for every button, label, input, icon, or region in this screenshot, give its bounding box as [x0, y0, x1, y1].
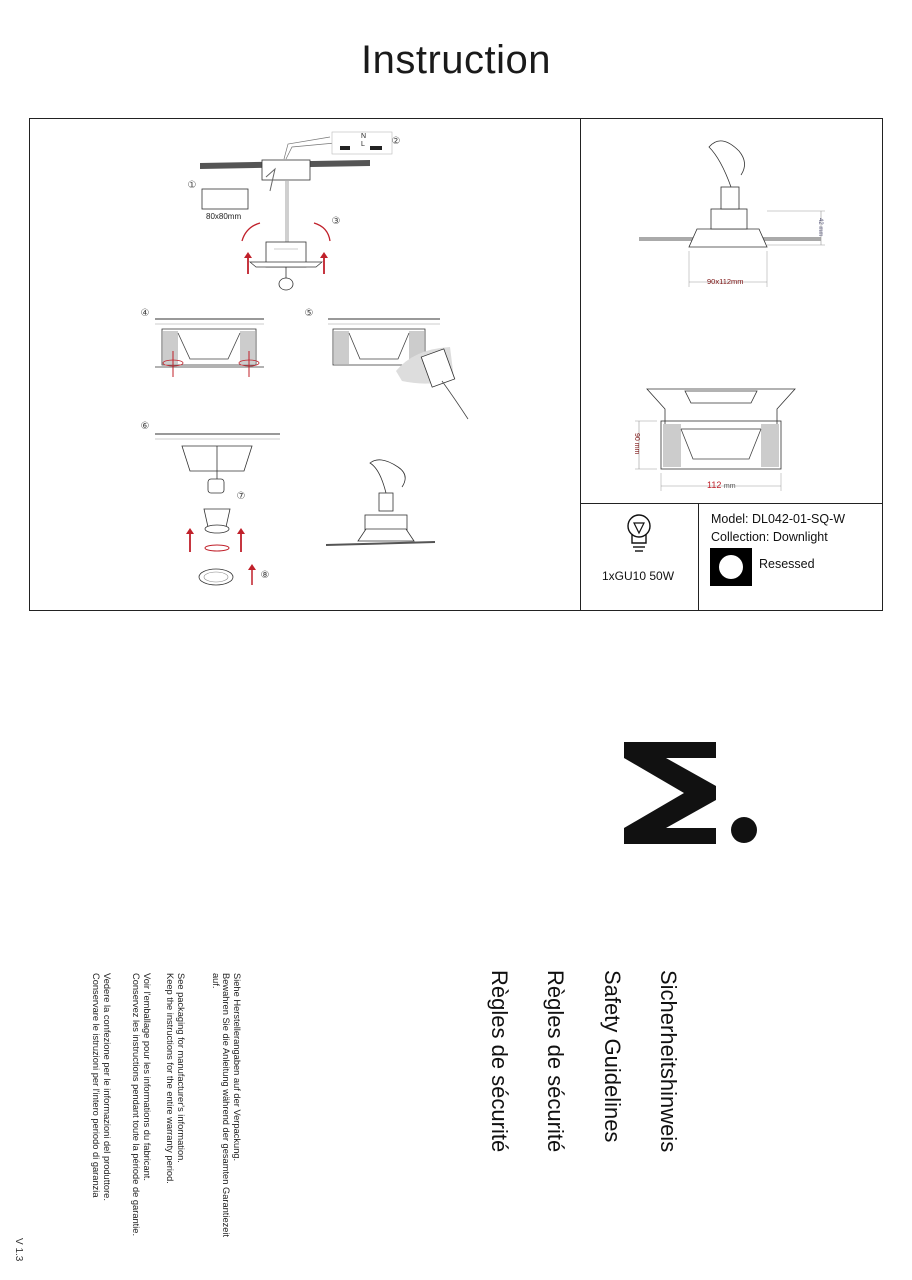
safety-text-en-line2: Keep the instructions for the entire warranty period. — [165, 973, 176, 1184]
step-6-number: ⑥ — [140, 421, 150, 432]
dimension-height-bottom: 90 mm — [633, 433, 640, 455]
safety-text-fr — [131, 973, 152, 1236]
safety-text-de-line1: Siehe Herstellerangaben auf der Verpackung. — [232, 973, 242, 1162]
safety-text-de-line3: auf. — [211, 973, 221, 989]
step6-group — [155, 434, 280, 585]
lamp-spec: 1xGU10 50W — [602, 569, 675, 583]
frame-divider-horizontal — [580, 503, 883, 504]
safety-text-de — [211, 973, 243, 1237]
step4-group — [155, 319, 264, 377]
side-view-group — [639, 141, 825, 287]
step-8-number: ⑧ — [260, 570, 270, 581]
dimension-diagram — [581, 119, 882, 502]
finished-fixture-group — [326, 460, 435, 545]
recessed-icon — [710, 548, 752, 586]
step1-ceiling-group — [200, 132, 392, 290]
dimension-width-bottom — [707, 480, 736, 490]
dimension-width-top: 90x112mm — [707, 277, 744, 286]
dimension-width-bottom-unit: mm — [723, 483, 736, 490]
step-5-number: ⑤ — [304, 308, 314, 319]
safety-text-it-line1: Vedere la confezione per le informazioni del produttore. — [102, 973, 112, 1201]
step-4-number: ④ — [140, 308, 150, 319]
bulb-icon — [624, 513, 654, 557]
page-title: Instruction — [360, 38, 552, 82]
safety-text-de-line2: Bewahren Sie die Anleitung während der gesamten Garantiezeit — [221, 973, 232, 1238]
terminal-n-label: N — [361, 133, 367, 140]
cutout-size-label: 80x80mm — [206, 212, 242, 221]
model-spec: Model: DL042-01-SQ-W — [711, 512, 846, 526]
collection-spec: Collection: Downlight — [711, 530, 828, 544]
safety-text-it-line2: Conservare le istruzioni per l'intero periodo di garanzia — [91, 973, 102, 1198]
version-label: V 1.3 — [13, 1238, 24, 1262]
step5-group — [328, 319, 468, 419]
safety-heading-de: Sicherheitshinweis — [656, 970, 681, 1153]
safety-text-en-line1: See packaging for manufacturer's information. — [176, 973, 186, 1163]
spec-divider-vertical — [698, 503, 699, 611]
safety-heading-fr: Règles de sécurité — [543, 970, 568, 1153]
step-1-number: ① — [187, 180, 197, 191]
safety-text-fr-line2: Conservez les instructions pendant toute la période de garantie. — [131, 973, 142, 1237]
brand-logo — [620, 742, 760, 844]
dimension-width-bottom-value: 112 — [707, 480, 722, 490]
mount-spec: Resessed — [759, 557, 815, 571]
installation-diagram — [30, 119, 579, 610]
step-3-number: ③ — [331, 216, 341, 227]
safety-text-fr-line1: Voir l'emballage pour les informations du fabricant. — [142, 973, 152, 1181]
step-7-number: ⑦ — [236, 491, 246, 502]
step-2-number: ② — [391, 136, 401, 147]
safety-heading-en: Safety Guidelines — [600, 970, 625, 1143]
recessed-icon-circle — [719, 555, 743, 579]
safety-heading-it: Règles de sécurité — [487, 970, 512, 1153]
safety-text-it — [91, 973, 112, 1201]
front-view-group — [635, 389, 795, 491]
dimension-height-side: 42 mm — [817, 218, 823, 237]
terminal-l-label: L — [361, 141, 365, 148]
safety-text-en — [165, 973, 186, 1184]
